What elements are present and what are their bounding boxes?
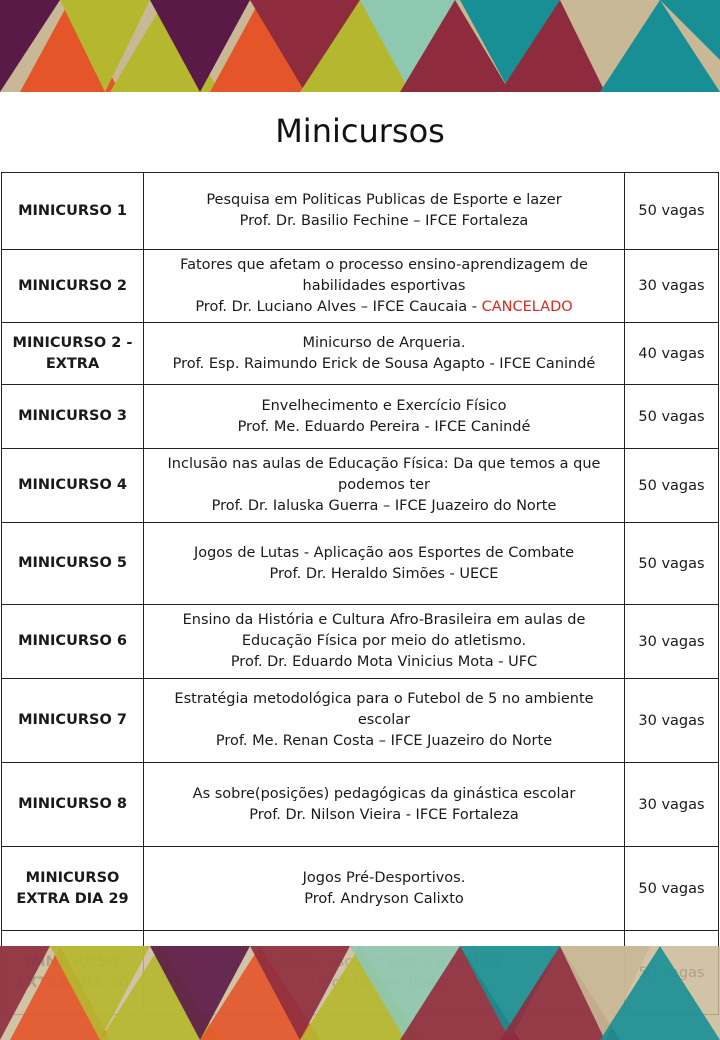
course-name: MINICURSO 7 (2, 679, 144, 763)
course-vacancies: 50 vagas (625, 449, 719, 523)
course-instructor (148, 889, 620, 910)
course-name: MINICURSO 8 (2, 763, 144, 847)
course-name: MINICURSO 2 (2, 250, 144, 323)
course-description (144, 449, 625, 523)
course-instructor-text: Prof. Andryson Calixto (304, 890, 464, 907)
table-row (2, 250, 719, 323)
course-topic-text: Jogos de Lutas - Aplicação aos Esportes de Combate (193, 544, 575, 561)
bottom-decorative-banner (0, 946, 720, 1040)
course-instructor (148, 731, 620, 752)
table-row (2, 679, 719, 763)
table-row (2, 847, 719, 931)
course-name: MINICURSO 2 - EXTRA (2, 323, 144, 385)
table-row (2, 385, 719, 449)
course-vacancies: 30 vagas (625, 605, 719, 679)
course-vacancies: 30 vagas (625, 763, 719, 847)
course-topic-text: Fatores que afetam o processo ensino-aprendizagem de habilidades esportivas (180, 256, 588, 294)
course-instructor-text: Prof. Dr. Nilson Vieira - IFCE Fortaleza (249, 806, 519, 823)
course-description (144, 679, 625, 763)
table-row (2, 449, 719, 523)
course-description (144, 523, 625, 605)
course-vacancies: 50 vagas (625, 173, 719, 250)
course-instructor (148, 496, 620, 517)
course-topic (148, 784, 620, 805)
top-decorative-banner (0, 0, 720, 92)
course-instructor (148, 417, 620, 438)
course-topic (148, 255, 620, 297)
course-topic-text: Inclusão nas aulas de Educação Física: Da que temos a que podemos ter (167, 456, 601, 493)
course-instructor-text: Prof. Dr. Eduardo Mota Vinicius Mota - UFC (230, 654, 538, 670)
course-instructor-text: Prof. Dr. Basilio Fechine – IFCE Fortaleza (239, 213, 529, 229)
course-topic-text: Estratégia metodológica para o Futebol de 5 no ambiente escolar (174, 691, 594, 728)
course-instructor-text: Prof. Dr. Heraldo Simões - UECE (269, 565, 499, 582)
course-name: MINICURSO 5 (2, 523, 144, 605)
course-topic (148, 396, 620, 417)
table-row (2, 763, 719, 847)
table-row (2, 173, 719, 250)
cancelled-label: CANCELADO (481, 298, 573, 315)
course-instructor-text: Prof. Dr. Luciano Alves – IFCE Caucaia - (195, 298, 482, 315)
course-vacancies: 30 vagas (625, 250, 719, 323)
table-row (2, 323, 719, 385)
course-description (144, 250, 625, 323)
course-name: MINICURSO 1 (2, 173, 144, 250)
course-topic (148, 190, 620, 211)
minicursos-table (1, 172, 719, 1015)
course-description (144, 173, 625, 250)
course-topic (148, 868, 620, 889)
course-description (144, 763, 625, 847)
course-name: MINICURSO 3 (2, 385, 144, 449)
course-instructor (148, 211, 620, 232)
course-instructor (148, 564, 620, 585)
course-topic-text: Minicurso de Arqueria. (302, 334, 466, 351)
course-instructor-text: Prof. Esp. Raimundo Erick de Sousa Agapto - IFCE Canindé (172, 355, 596, 372)
course-name: MINICURSO 4 (2, 449, 144, 523)
page-title: Minicursos (275, 112, 445, 150)
course-description (144, 385, 625, 449)
course-instructor (148, 652, 620, 673)
course-vacancies: 50 vagas (625, 385, 719, 449)
course-instructor (148, 354, 620, 375)
course-instructor (148, 297, 620, 318)
course-topic (148, 333, 620, 354)
course-vacancies: 50 vagas (625, 523, 719, 605)
table-row (2, 523, 719, 605)
course-topic (148, 610, 620, 652)
course-topic (148, 454, 620, 496)
course-description (144, 847, 625, 931)
course-topic-text: Pesquisa em Politicas Publicas de Esporte e lazer (206, 192, 562, 208)
course-topic (148, 543, 620, 564)
course-topic-text: Ensino da História e Cultura Afro-Brasileira em aulas de Educação Física por meio do atletismo. (182, 612, 586, 649)
course-vacancies: 30 vagas (625, 679, 719, 763)
course-description (144, 323, 625, 385)
course-instructor (148, 805, 620, 826)
course-topic (148, 689, 620, 731)
course-topic-text: Envelhecimento e Exercício Físico (261, 397, 507, 414)
table-row (2, 605, 719, 679)
course-name: MINICURSO 6 (2, 605, 144, 679)
course-instructor-text: Prof. Me. Renan Costa – IFCE Juazeiro do Norte (215, 733, 553, 749)
course-name: MINICURSO EXTRA DIA 29 (2, 847, 144, 931)
course-topic-text: Jogos Pré-Desportivos. (302, 869, 466, 886)
course-topic-text: As sobre(posições) pedagógicas da ginástica escolar (192, 785, 576, 802)
course-vacancies: 40 vagas (625, 323, 719, 385)
course-instructor-text: Prof. Dr. Ialuska Guerra – IFCE Juazeiro do Norte (211, 498, 557, 514)
course-vacancies: 50 vagas (625, 847, 719, 931)
course-instructor-text: Prof. Me. Eduardo Pereira - IFCE Canindé (237, 418, 531, 435)
course-description (144, 605, 625, 679)
